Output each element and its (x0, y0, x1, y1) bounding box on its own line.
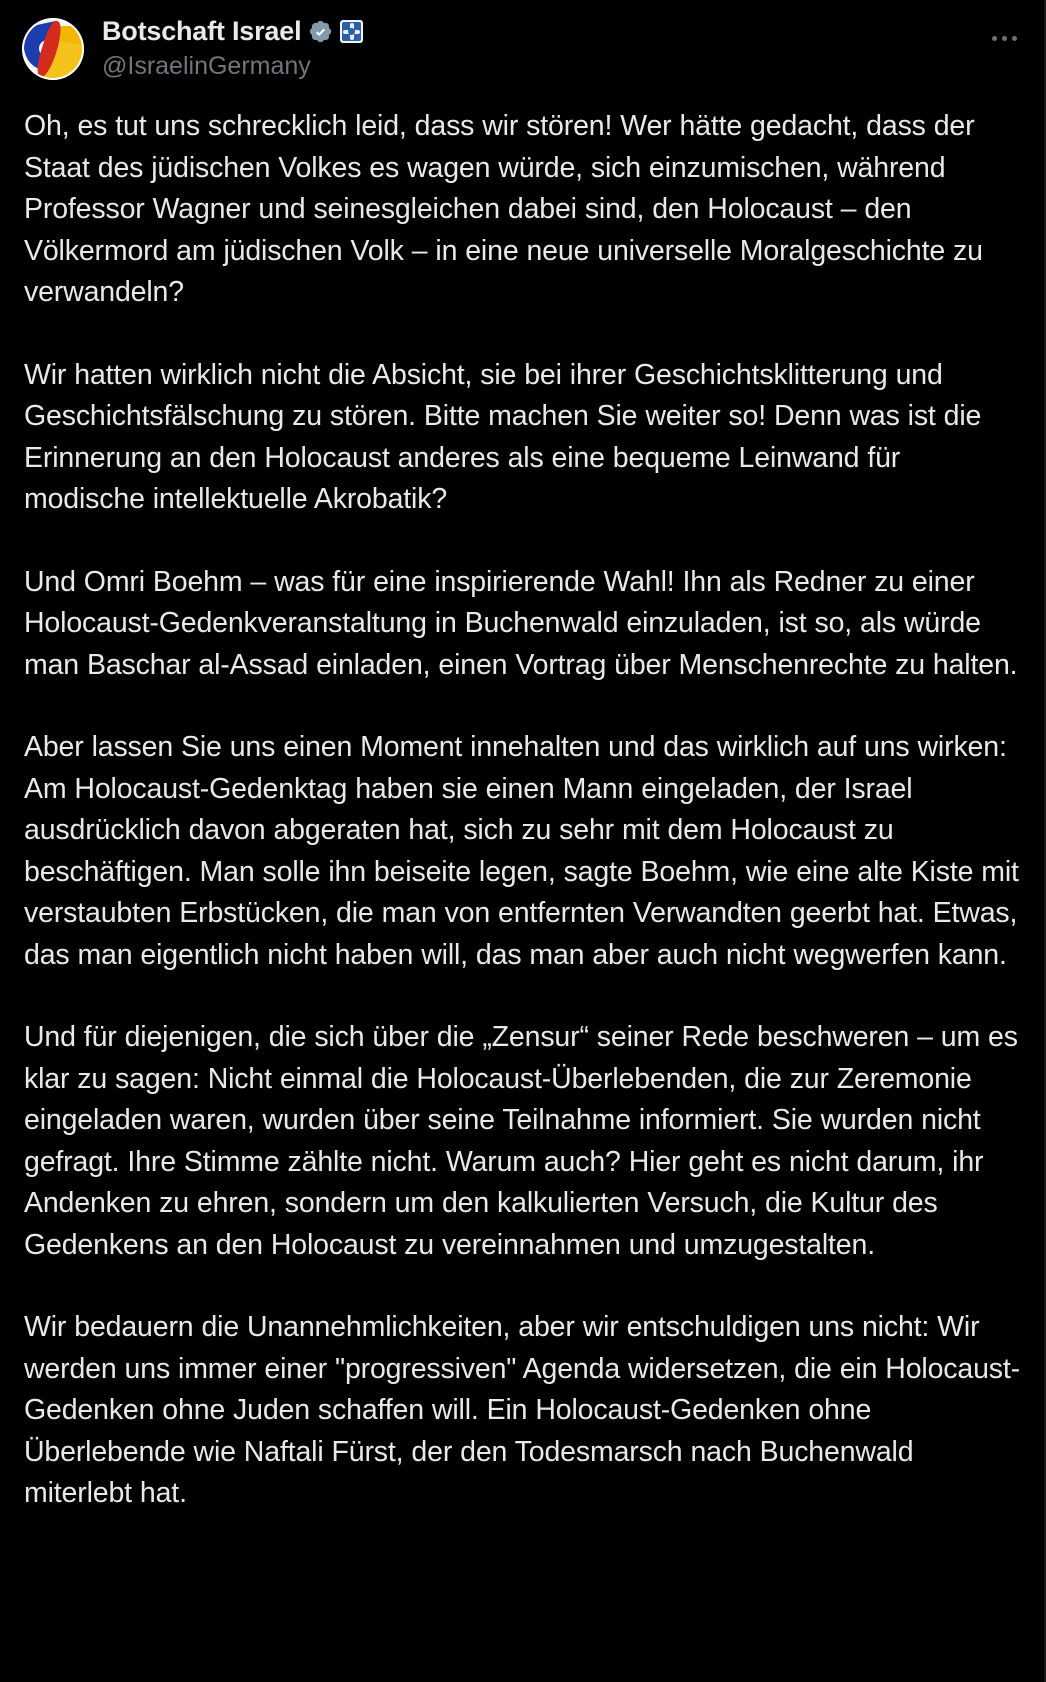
author-name-row (102, 18, 982, 45)
tweet-header (0, 0, 1044, 80)
tweet-paragraph: Oh, es tut uns schrecklich leid, dass wir stören! Wer hätte gedacht, dass der Staat des jüdischen Volkes es wagen würde, sich einzumischen, während Professor Wagner und seinesgleichen dabei sind, den Holocaust – den Völkermord am jüdischen Volk – in eine neue universelle Moralgeschichte zu verwandeln? (24, 110, 983, 308)
avatar-rim (22, 18, 84, 80)
author-display-name[interactable]: Botschaft Israel (102, 16, 302, 46)
dot-3 (1012, 36, 1017, 41)
dot-1 (992, 36, 997, 41)
affiliate-organization-icon[interactable] (340, 20, 363, 43)
dot-2 (1002, 36, 1007, 41)
tweet-paragraph: Aber lassen Sie uns einen Moment innehalten und das wirklich auf uns wirken: Am Holocaust-Gedenktag haben sie einen Mann eingeladen, der Israel ausdrücklich davon abgeraten hat, sich zu sehr mit dem Holocaust zu beschäftigen. Man solle ihn beiseite legen, sagte Boehm, wie eine alte Kiste mit verstaubten Erbstücken, die man von entfernten Verwandten geerbt hat. Etwas, das man eigentlich nicht haben will, das man aber auch nicht wegwerfen kann. (24, 731, 1019, 971)
tweet-paragraph: Wir bedauern die Unannehmlichkeiten, aber wir entschuldigen uns nicht: Wir werden uns immer einer "progressiven" Agenda widersetzen, die ein Holocaust-Gedenken ohne Juden schaffen will. Ein Holocaust-Gedenken ohne Überlebende wie Naftali Fürst, der den Todesmarsch nach Buchenwald miterlebt hat. (24, 1311, 1020, 1509)
tweet-paragraph: Und für diejenigen, die sich über die „Zensur“ seiner Rede beschweren – um es klar zu sagen: Nicht einmal die Holocaust-Überlebenden, die zur Zeremonie eingeladen waren, wurden über seine Teilnahme informiert. Sie wurden nicht gefragt. Ihre Stimme zählte nicht. Warum auch? Hier geht es nicht darum, ihr Andenken zu ehren, sondern um den kalkulierten Versuch, die Kultur des Gedenkens an den Holocaust zu vereinnahmen und umzugestalten. (24, 1021, 1018, 1261)
author-name-block (102, 16, 982, 79)
author-handle[interactable]: @IsraelinGermany (102, 52, 311, 80)
tweet-text-body (0, 80, 1044, 1535)
tweet-paragraph: Wir hatten wirklich nicht die Absicht, sie bei ihrer Geschichtsklitterung und Geschichtsfälschung zu stören. Bitte machen Sie weiter so! Denn was ist die Erinnerung an den Holocaust anderes als eine bequeme Leinwand für modische intellektuelle Akrobatik? (24, 358, 982, 515)
verified-check-icon[interactable] (308, 19, 333, 44)
tweet-paragraph: Und Omri Boehm – was für eine inspirierende Wahl! Ihn als Redner zu einer Holocaust-Gedenkveranstaltung in Buchenwald einzuladen, ist so, als würde man Baschar al-Assad einladen, einen Vortrag über Menschenrechte zu halten. (24, 565, 1018, 681)
more-options-icon (992, 36, 1017, 41)
avatar[interactable] (22, 18, 84, 80)
more-options-button[interactable] (982, 16, 1026, 60)
